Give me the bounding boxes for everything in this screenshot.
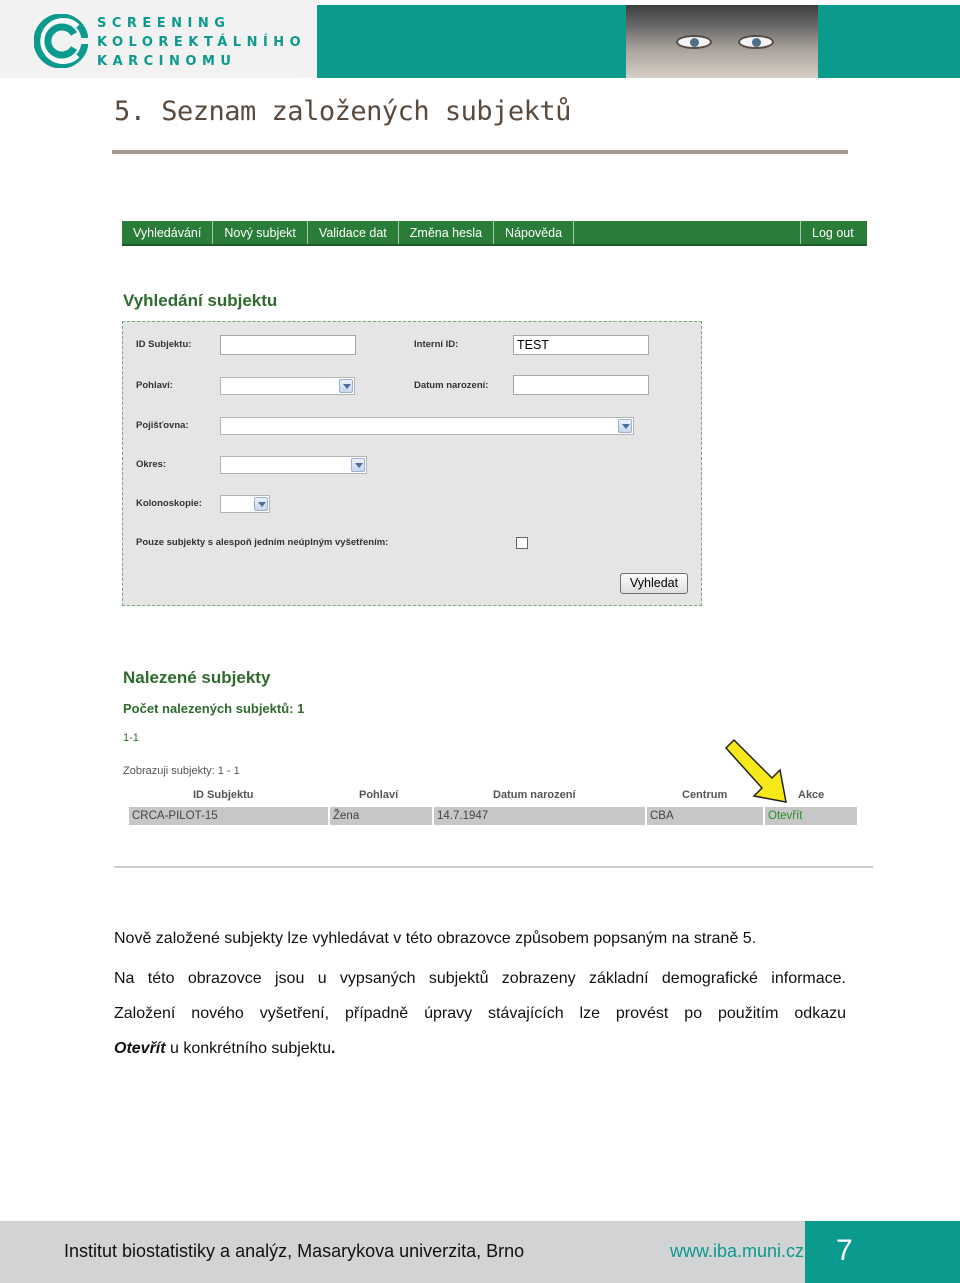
nav-item-change-password[interactable]: Změna hesla [399, 221, 494, 244]
logo-line-1: SCREENING [97, 16, 231, 31]
screenshot-divider [114, 866, 873, 868]
paragraph-2-end: . [331, 1040, 336, 1057]
gender-select[interactable] [220, 377, 355, 395]
search-button[interactable]: Vyhledat [620, 573, 688, 594]
paragraph-1: Nově založené subjekty lze vyhledávat v této obrazovce způsobem popsaným na straně 5. [114, 930, 757, 947]
birth-date-label: Datum narození: [414, 380, 489, 391]
screening-logo-icon [34, 14, 88, 68]
gender-label: Pohlaví: [136, 380, 173, 391]
paragraph-2-line-3 [114, 1040, 335, 1058]
nav-item-help[interactable]: Nápověda [494, 221, 574, 244]
column-header-action: Akce [798, 789, 825, 801]
district-label: Okres: [136, 459, 167, 470]
internal-id-input[interactable]: TEST [513, 335, 649, 355]
column-header-birth-date: Datum narození [493, 789, 576, 801]
nav-item-validation[interactable]: Validace dat [308, 221, 399, 244]
footer-institute: Institut biostatistiky a analýz, Masarykova univerzita, Brno [64, 1241, 525, 1261]
open-subject-link[interactable]: Otevřít [765, 807, 857, 825]
yellow-arrow-icon [722, 738, 792, 808]
chevron-down-icon [339, 379, 353, 393]
internal-id-label: Interní ID: [414, 339, 459, 350]
colonoscopy-select[interactable] [220, 495, 270, 513]
insurance-label: Pojišťovna: [136, 420, 189, 431]
nav-item-search[interactable]: Vyhledávání [122, 221, 213, 244]
results-section-title: Nalezené subjekty [123, 668, 271, 687]
header-photo [626, 5, 818, 78]
nav-logout[interactable]: Log out [812, 226, 854, 240]
district-select[interactable] [220, 456, 367, 474]
app-navbar [122, 221, 867, 246]
chevron-down-icon [618, 419, 632, 433]
subject-id-input[interactable] [220, 335, 356, 355]
logo-line-2: KOLOREKTÁLNÍHO [97, 35, 307, 50]
incomplete-only-checkbox[interactable] [516, 537, 528, 549]
chevron-down-icon [351, 458, 365, 472]
logo-line-3: KARCINOMU [97, 54, 237, 69]
search-form [122, 321, 702, 606]
search-section-title: Vyhledání subjektu [123, 291, 278, 310]
open-emphasis: Otevřít [114, 1040, 166, 1057]
results-pager[interactable]: 1-1 [123, 732, 139, 744]
column-header-id: ID Subjektu [193, 789, 254, 801]
cell-birth-date: 14.7.1947 [434, 807, 645, 825]
page-title: 5. Seznam založených subjektů [114, 96, 571, 127]
cell-center: CBA [647, 807, 763, 825]
page-header [0, 0, 960, 78]
insurance-select[interactable] [220, 417, 634, 435]
paragraph-2-line-2: Založení nového vyšetření, případně úpravy stávajících lze provést po použitím odkazu [114, 1005, 846, 1022]
column-header-gender: Pohlaví [359, 789, 399, 801]
colonoscopy-label: Kolonoskopie: [136, 498, 202, 509]
title-divider [112, 150, 848, 154]
paragraph-2-line-1: Na této obrazovce jsou u vypsaných subjektů zobrazeny základní demografické informace. [114, 970, 846, 987]
logo-text [97, 14, 306, 71]
nav-spacer [574, 221, 801, 244]
eye-left [676, 35, 712, 49]
nav-item-new-subject[interactable]: Nový subjekt [213, 221, 308, 244]
incomplete-only-label: Pouze subjekty s alespoň jedním neúplným vyšetřením: [136, 537, 389, 548]
birth-date-input[interactable] [513, 375, 649, 395]
results-showing: Zobrazuji subjekty: 1 - 1 [123, 765, 240, 777]
column-header-center: Centrum [682, 789, 728, 801]
subject-id-label: ID Subjektu: [136, 339, 192, 350]
page-footer [0, 1221, 960, 1283]
results-count: Počet nalezených subjektů: 1 [123, 701, 305, 716]
table-row [129, 807, 859, 825]
cell-gender: Žena [330, 807, 432, 825]
page-number: 7 [836, 1234, 853, 1267]
cell-subject-id: CRCA-PILOT-15 [129, 807, 328, 825]
footer-url[interactable]: www.iba.muni.cz [670, 1241, 805, 1261]
footer-accent [805, 1221, 827, 1283]
paragraph-2-rest: u konkrétního subjektu [165, 1040, 332, 1057]
eye-right [738, 35, 774, 49]
chevron-down-icon [254, 497, 268, 511]
